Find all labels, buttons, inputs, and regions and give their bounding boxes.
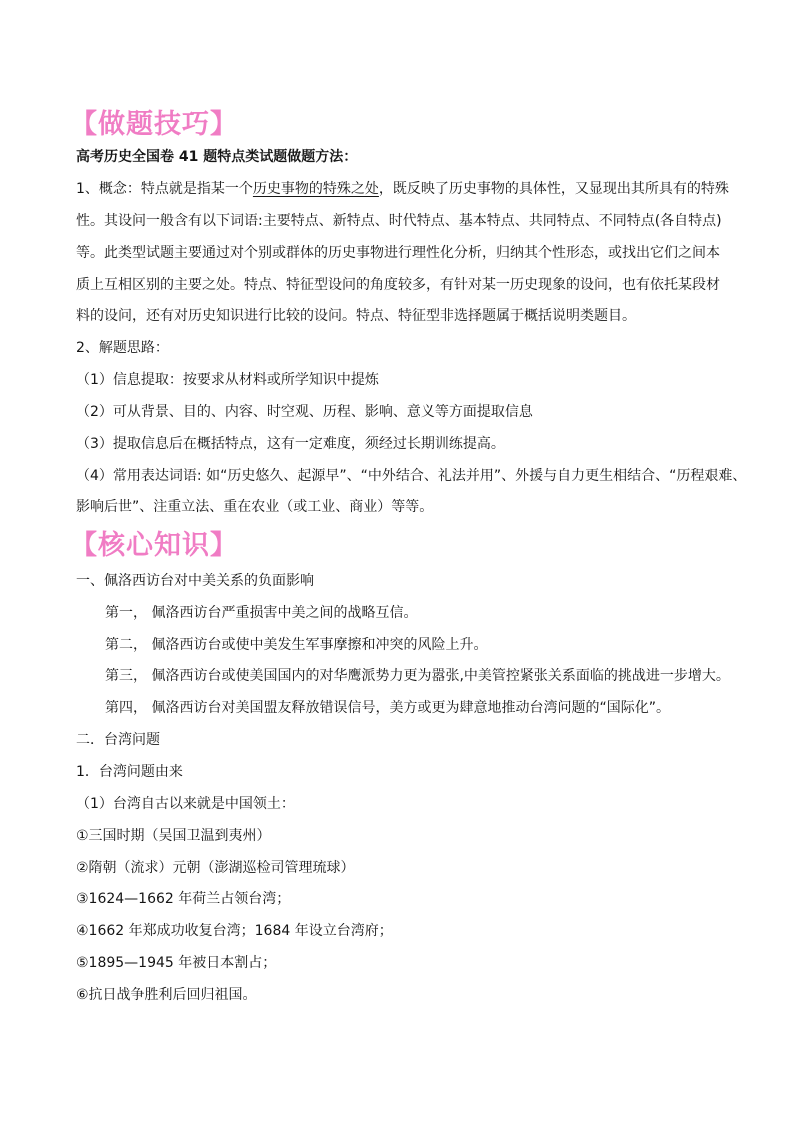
concept-line-3: 等。此类型试题主要通过对个别或群体的历史事物进行理性化分析，归纳其个性形态，或找出它们之间本	[76, 245, 720, 261]
step-2: （2）可从背景、目的、内容、时空观、历程、影响、意义等方面提取信息	[76, 404, 533, 420]
step-3: （3）提取信息后在概括特点，这有一定难度，须经过长期训练提高。	[76, 436, 505, 452]
impact-4: 第四， 佩洛西访台对美国盟友释放错误信号，美方或更为肆意地推动台湾问题的“国际化”。	[105, 700, 670, 716]
step-4-cont: 影响后世”、注重立法、重在农业（或工业、商业）等等。	[76, 499, 434, 515]
impact-2: 第二， 佩洛西访台或使中美发生军事摩擦和冲突的风险上升。	[105, 637, 488, 653]
step-1: （1）信息提取：按要求从材料或所学知识中提炼	[76, 372, 379, 388]
section-title-core: 【核心知识】	[70, 530, 238, 561]
concept-prefix: 1、概念：特点就是指某一个	[76, 181, 253, 197]
heading-origin: 1．台湾问题由来	[76, 764, 183, 780]
history-item-4: ④1662 年郑成功收复台湾；1684 年设立台湾府；	[76, 923, 393, 939]
step-4: （4）常用表达词语: 如“历史悠久、起源早”、“中外结合、礼法并用”、外援与自力更生相结合、“历程艰难、	[76, 468, 747, 484]
heading-impact: 一、佩洛西访台对中美关系的负面影响	[76, 573, 314, 589]
concept-line-4: 质上互相区别的主要之处。特点、特征型设问的角度较多，有针对某一历史现象的设问，也有依托某段材	[76, 277, 720, 293]
section-title-tips: 【做题技巧】	[70, 109, 238, 140]
sub-heading-territory: （1）台湾自古以来就是中国领土：	[76, 796, 295, 812]
concept-line-1	[76, 178, 729, 198]
concept-line-2: 性。其设问一般含有以下词语:主要特点、新特点、时代特点、基本特点、共同特点、不同特点(各自特点)	[76, 213, 722, 229]
impact-3: 第三， 佩洛西访台或使美国国内的对华鹰派势力更为嚣张,中美管控紧张关系面临的挑战进一步增大。	[105, 668, 730, 684]
history-item-1: ①三国时期（吴国卫温到夷州）	[76, 828, 271, 844]
concept-underlined: 历史事物的特殊之处	[252, 181, 379, 197]
history-item-3: ③1624—1662 年荷兰占领台湾；	[76, 891, 291, 907]
history-item-5: ⑤1895—1945 年被日本割占；	[76, 955, 277, 971]
heading-taiwan: 二．台湾问题	[76, 732, 160, 748]
history-item-2: ②隋朝（流求）元朝（澎湖巡检司管理琉球）	[76, 860, 355, 876]
approach-title: 2、解题思路：	[76, 340, 169, 356]
concept-line-5: 料的设问，还有对历史知识进行比较的设问。特点、特征型非选择题属于概括说明类题目。	[76, 308, 636, 324]
impact-1: 第一， 佩洛西访台严重损害中美之间的战略互信。	[105, 605, 418, 621]
history-item-6: ⑥抗日战争胜利后回归祖国。	[76, 987, 257, 1003]
concept-suffix: ，既反映了历史事物的具体性，又显现出其所具有的特殊	[378, 181, 729, 197]
subtitle: 高考历史全国卷 41 题特点类试题做题方法：	[76, 149, 358, 165]
